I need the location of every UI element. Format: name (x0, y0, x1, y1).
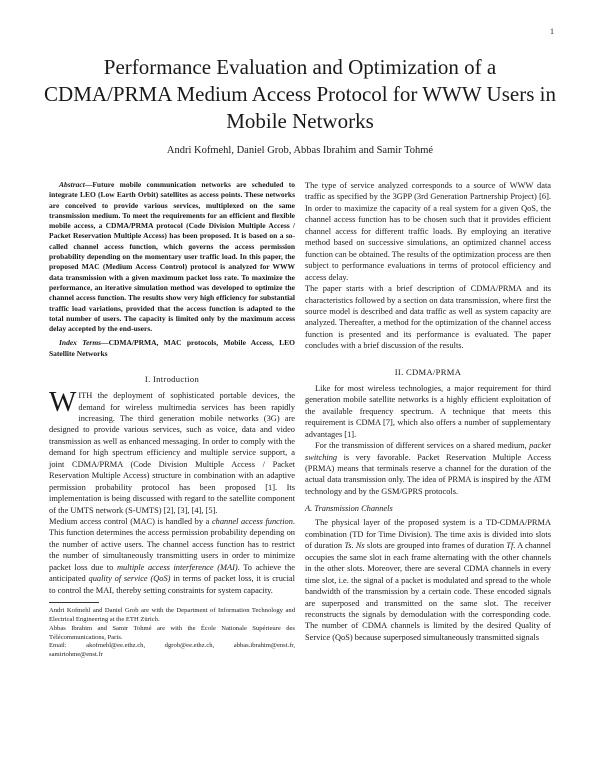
page-number: 1 (550, 27, 554, 36)
author-list: Andri Kofmehl, Daniel Grob, Abbas Ibrahim and Samir Tohmé (166, 145, 434, 156)
footnote-authors-enst: Abbas Ibrahim and Samir Tohmé are with the École Nationale Supérieure des Télécommunications, Paris. (49, 624, 295, 641)
paper-title: Performance Evaluation and Optimization of a CDMA/PRMA Medium Access Protocol for WWW Users in Mobile Networks (44, 55, 556, 133)
emphasis-mai: multiple access interference (MAI) (116, 562, 238, 572)
left-column (49, 180, 295, 660)
section-heading-cdma-prma: II. CDMA/PRMA (394, 366, 462, 377)
text-span: slots are grouped into frames of duration (364, 541, 507, 551)
cdma-prma-paragraph-1: Like for most wireless technologies, a major requirement for third generation mobile satellite networks is a highly efficient exploitation of the available frequency spectrum. A technique that meets this requirement is CDMA [7], which also offers a number of supplementary advantages [1]. (305, 383, 551, 439)
intro-paragraph-2 (49, 516, 295, 596)
index-terms-text: CDMA/PRMA, MAC protocols, Mobile Access, LEO Satellite Networks (49, 338, 296, 358)
emphasis-channel-access-function: channel access function (211, 517, 293, 527)
abstract-label: Abstract (59, 180, 85, 189)
emphasis-packet-switching: packet switching (305, 441, 551, 462)
symbol-tf: Tf (506, 541, 514, 551)
footnote-authors-eth: Andri Kofmehl and Daniel Grob are with the Department of Information Technology and Electrical Engineering at the ETH Zürich. (49, 607, 295, 623)
footnote-emails: Email: akofmehl@ee.ethz.ch, dgrob@ee.ethz.ch, abbas.ibrahim@enst.fr, samirtohme@enst.fr (49, 642, 295, 659)
intro-paragraph-1: WITH the deployment of sophisticated portable devices, the demand for wireless multimedia services has been rapidly increasing. The third generation mobile networks (3G) are designed to provide various services, such as voice, data and video transmission as well as enhanced messaging. In order to comply with the demand for high spectrum efficiency and multiple service support, a joint CDMA/PRMA (Code Division Multiple Access / Packet Reservation Multiple Access) structure in combination with an adaptive permission probability protocol has been proposed [1]. Its implementation is being discussed with regard to the satellite component of the UMTS network (S-UMTS) [2], [3], [4], [5]. (49, 386, 295, 515)
right-intro-paragraph-1: The type of service analyzed corresponds to a source of WWW data traffic as specified by the 3GPP (3rd Generation Partnership Project) [6]. In order to maximize the capacity of a real system for a given QoS, the channel access function has to be chosen such that it provides efficient channel access for different traffic loads. By employing an iterative method based on successive simulations, an optimized channel access function can be obtained. The results of the optimization process are then subject to performance evaluations in terms of protocol efficiency and access delay. (305, 181, 551, 282)
index-terms: Index Terms—CDMA/PRMA, MAC protocols, Mobile Access, LEO Satellite Networks (49, 338, 296, 358)
symbol-ts: Ts (344, 541, 352, 551)
text-span: . This function determines the access permission probability depending on the number of active users. The channel access function has to restrict the number of simultaneously transmitting users in order to minimize packet loss due to (49, 517, 295, 572)
text-span: Medium access control (MAC) is handled by a (49, 517, 212, 527)
right-column (305, 180, 551, 643)
text-span: . A channel occupies the same slot in each frame alternating with the other channels in the other slots. Moreover, there are several CDMA channels in every time slot, i.e. the signal of a packet is modulated and spread to the whole bandwidth of the transmission by a certain code. These encoded signals are superposed and transmitted on the same slot. The receiver reconstructs the signals by demodulation with the corresponding code. The number of CDMA channels is limited by the desired Quality of Service (QoS) because superposed simultaneously transmitted signals (305, 541, 551, 642)
footnote-divider (49, 602, 99, 603)
symbol-ns: Ns (355, 541, 365, 551)
abstract-text: Future mobile communication networks are scheduled to integrate LEO (Low Earth Orbit) satellites as access points. These networks are conceived to provide various services, multiplexed on the same transmission medium. To meet the requirements for an efficient and flexible mobile access, a CDMA/PRMA protocol (Code Division Multiple Access / Packet Reservation Multiple Access) has been proposed. It is based on a so-called channel access function, which governs the access permission probability depending on the momentary user traffic load. In this paper, the proposed MAC (Medium Access Control) protocol is analyzed for WWW data transmission with a given maximum packet loss rate. To maximize the performance, an iterative simulation method was developed to optimize the channel access function. The results show very high efficiency for substantial traffic load variations, provided that the access function is adapted to the total number of users. The capacity is limited only by the maximum access delay accepted by the end-users. (49, 180, 295, 334)
text-span: The physical layer of the proposed system is a TD-CDMA/PRMA combination (TD for Time Division). The time axis is divided into slots of duration (305, 518, 551, 551)
abstract: Abstract—Future mobile communication networks are scheduled to integrate LEO (Low Earth Orbit) satellites as access points. These networks are conceived to provide various services, multiplexed on the same transmission medium. To meet the requirements for an efficient and flexible mobile access, a CDMA/PRMA protocol (Code Division Multiple Access / Packet Reservation Multiple Access) has been proposed. It is based on a so-called channel access function, which governs the access permission probability depending on the momentary user traffic load. In this paper, the proposed MAC (Medium Access Control) protocol is analyzed for WWW data transmission with a given maximum packet loss rate. To maximize the performance, an iterative simulation method was developed to optimize the channel access function. The results show very high efficiency for substantial traffic load variations, provided that the access function is adapted to the total number of users. The capacity is limited only by the maximum access delay accepted by the end-users. (49, 180, 295, 334)
text-span: is very favorable. Packet Reservation Multiple Access (PRMA) means that terminals reserve a channel for the duration of the actual data transmission only. The idea of PRMA is inspired by the ATM technology and by the GSM/GPRS protocols. (305, 452, 551, 496)
transmission-channels-paragraph (305, 517, 551, 643)
subsection-heading-transmission-channels: A. Transmission Channels (305, 504, 393, 514)
cdma-prma-paragraph-2 (305, 440, 551, 497)
text-span: . (351, 541, 356, 551)
emphasis-qos: quality of service (QoS) (88, 574, 171, 584)
text-span: For the transmission of different services on a shared medium, (315, 441, 530, 451)
text-span: . To achieve the anticipated (49, 562, 295, 584)
index-terms-label: Index Terms (59, 338, 102, 348)
right-intro-paragraph-2: The paper starts with a brief description of CDMA/PRMA and its characteristics followed by a section on data transmission, where first the source model is described and data traffic as well as system capacity are analyzed. Thereafter, a method for the optimization of the channel access function is presented and its performance is evaluated. The paper concludes with a brief discussion of the results. (305, 284, 551, 351)
section-heading-introduction: I. Introduction (144, 374, 200, 385)
text-span: in terms of packet loss, it is crucial to control the MAI, thereby setting constraints for system capacity. (49, 574, 295, 595)
